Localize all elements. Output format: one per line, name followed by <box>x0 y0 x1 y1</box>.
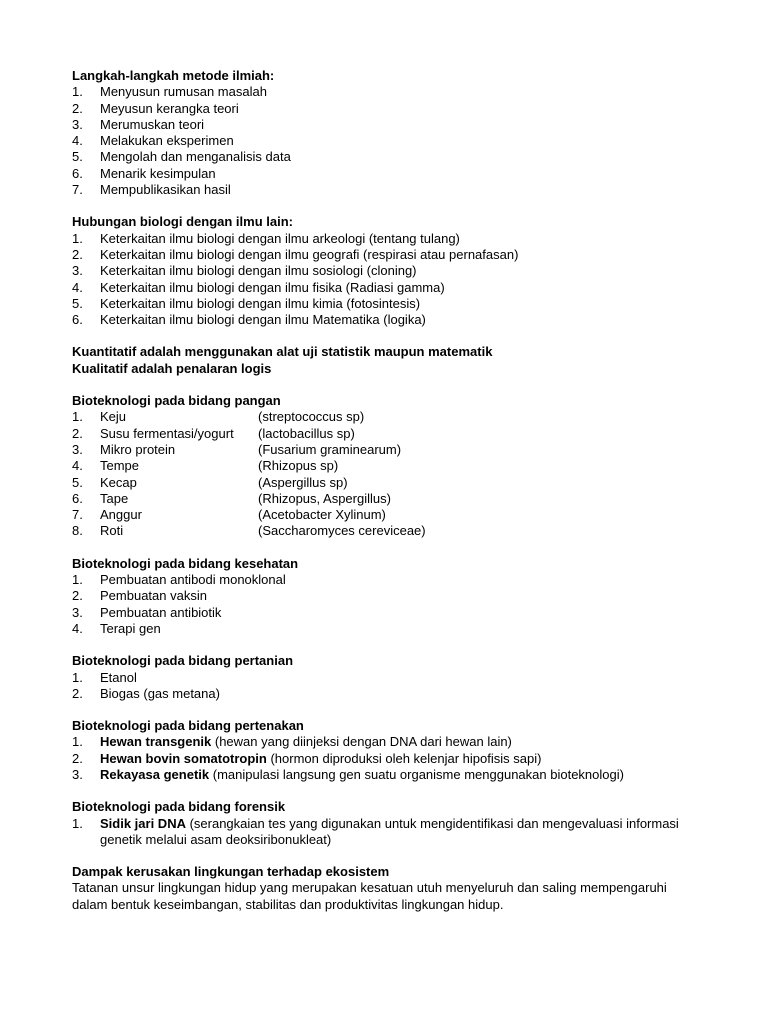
section-bioteknologi-pangan <box>72 393 692 540</box>
list-item-text: Biogas (gas metana) <box>100 685 220 701</box>
section-heading: Hubungan biologi dengan ilmu lain: <box>72 214 293 230</box>
list-item-text: Pembuatan antibiotik <box>100 604 222 620</box>
list-item-description: (manipulasi langsung gen suatu organisme menggunakan bioteknologi) <box>209 766 624 782</box>
food-name: Mikro protein <box>100 441 176 457</box>
definition-kualitatif: Kualitatif adalah penalaran logis <box>72 360 272 376</box>
list-item: 2. Susu fermentasi/yogurt (lactobacillus sp) <box>72 426 692 442</box>
list-item: 3. Rekayasa genetik (manipulasi langsung gen suatu organisme menggunakan bioteknologi) <box>72 766 624 782</box>
list-item-description: (hormon diproduksi oleh kelenjar hipofisis sapi) <box>266 750 542 766</box>
list-item-text: Merumuskan teori <box>100 116 205 132</box>
numbered-list <box>72 572 692 637</box>
list-item: 2. Meyusun kerangka teori <box>72 101 692 117</box>
numbered-list <box>72 734 692 783</box>
list-item-description: (serangkaian tes yang digunakan untuk mengidentifikasi dan mengevaluasi informasi genetik melalui asam deoksiribonukleat) <box>100 815 679 847</box>
definition-kuantitatif: Kuantitatif adalah menggunakan alat uji statistik maupun matematik <box>72 344 493 360</box>
numbered-list <box>72 670 692 703</box>
list-item: 5. Keterkaitan ilmu biologi dengan ilmu kimia (fotosintesis) <box>72 296 692 312</box>
numbered-list <box>72 816 692 849</box>
organism-name: (Aspergillus sp) <box>258 474 348 490</box>
list-item-text: Mempublikasikan hasil <box>100 182 231 198</box>
list-item: 4. Tempe (Rhizopus sp) <box>72 458 692 474</box>
list-item-text: Keterkaitan ilmu biologi dengan ilmu Matematika (logika) <box>100 312 426 328</box>
list-item-text: Pembuatan antibodi monoklonal <box>100 572 286 588</box>
list-item-text: Terapi gen <box>100 620 161 636</box>
section-bioteknologi-forensik <box>72 799 692 848</box>
section-heading: Bioteknologi pada bidang pangan <box>72 393 281 409</box>
list-item: 8. Roti (Saccharomyces cereviceae) <box>72 523 692 539</box>
food-name: Susu fermentasi/yogurt <box>100 425 234 441</box>
food-name: Roti <box>100 523 124 539</box>
section-heading: Langkah-langkah metode ilmiah: <box>72 68 275 83</box>
food-name: Keju <box>100 409 127 425</box>
list-item-term: Hewan transgenik <box>100 734 212 750</box>
list-item-text: Keterkaitan ilmu biologi dengan ilmu sosiologi (cloning) <box>100 263 417 279</box>
list-item-description: (hewan yang diinjeksi dengan DNA dari hewan lain) <box>211 734 512 750</box>
section-paragraph: Tatanan unsur lingkungan hidup yang merupakan kesatuan utuh menyeluruh dan saling mempengaruhi dalam bentuk keseimbangan, stabilitas dan produktivitas lingkungan hidup. <box>72 880 667 912</box>
list-item-term: Hewan bovin somatotropin <box>100 750 267 766</box>
list-item: 2. Pembuatan vaksin <box>72 588 692 604</box>
list-item: 4. Terapi gen <box>72 621 692 637</box>
list-item-text: Pembuatan vaksin <box>100 588 207 604</box>
list-item-text: Menarik kesimpulan <box>100 165 216 181</box>
organism-name: (streptococcus sp) <box>258 409 365 425</box>
list-item: 1. Menyusun rumusan masalah <box>72 84 692 100</box>
food-name: Anggur <box>100 507 142 523</box>
list-item: 1. Keju (streptococcus sp) <box>72 409 692 425</box>
document-content <box>72 68 692 929</box>
list-item: 2. Biogas (gas metana) <box>72 686 692 702</box>
food-name: Kecap <box>100 474 137 490</box>
section-kuantitatif-kualitatif <box>72 344 692 377</box>
section-bioteknologi-pertenakan <box>72 718 692 783</box>
list-item-term: Sidik jari DNA <box>100 815 186 831</box>
list-item: 2. Hewan bovin somatotropin (hormon diproduksi oleh kelenjar hipofisis sapi) <box>72 750 542 766</box>
section-heading: Bioteknologi pada bidang forensik <box>72 799 286 815</box>
list-item-text: Keterkaitan ilmu biologi dengan ilmu geografi (respirasi atau pernafasan) <box>100 246 519 262</box>
list-item: 6. Menarik kesimpulan <box>72 166 692 182</box>
list-item-text: Keterkaitan ilmu biologi dengan ilmu arkeologi (tentang tulang) <box>100 230 460 246</box>
list-item: 1. Sidik jari DNA (serangkaian tes yang digunakan untuk mengidentifikasi dan mengevaluasi informasi genetik melalui asam deoksiribonukleat) <box>72 815 679 847</box>
list-item-text: Mengolah dan menganalisis data <box>100 149 291 165</box>
list-item: 4. Keterkaitan ilmu biologi dengan ilmu fisika (Radiasi gamma) <box>72 280 692 296</box>
list-item-text: Menyusun rumusan masalah <box>100 84 267 100</box>
list-item: 1. Keterkaitan ilmu biologi dengan ilmu arkeologi (tentang tulang) <box>72 231 692 247</box>
food-name: Tempe <box>100 458 140 474</box>
list-item: 5. Kecap (Aspergillus sp) <box>72 475 692 491</box>
section-bioteknologi-pertanian <box>72 653 692 702</box>
organism-name: (Fusarium graminearum) <box>258 441 402 457</box>
section-heading: Bioteknologi pada bidang kesehatan <box>72 555 299 571</box>
list-item: 3. Pembuatan antibiotik <box>72 605 692 621</box>
list-item: 4. Melakukan eksperimen <box>72 133 692 149</box>
list-item: 5. Mengolah dan menganalisis data <box>72 149 692 165</box>
organism-name: (Rhizopus sp) <box>258 458 339 474</box>
food-name: Tape <box>100 490 129 506</box>
list-item-term: Rekayasa genetik <box>100 766 210 782</box>
organism-name: (Rhizopus, Aspergillus) <box>258 490 391 506</box>
list-item: 6. Keterkaitan ilmu biologi dengan ilmu Matematika (logika) <box>72 312 692 328</box>
list-item: 1. Hewan transgenik (hewan yang diinjeksi dengan DNA dari hewan lain) <box>72 734 512 750</box>
section-heading: Bioteknologi pada bidang pertenakan <box>72 718 304 734</box>
list-item: 3. Keterkaitan ilmu biologi dengan ilmu sosiologi (cloning) <box>72 263 692 279</box>
numbered-list <box>72 231 692 329</box>
list-item: 2. Keterkaitan ilmu biologi dengan ilmu geografi (respirasi atau pernafasan) <box>72 247 692 263</box>
list-item: 7. Anggur (Acetobacter Xylinum) <box>72 507 692 523</box>
list-item-text: Keterkaitan ilmu biologi dengan ilmu kimia (fotosintesis) <box>100 295 421 311</box>
list-item: 1. Etanol <box>72 670 692 686</box>
numbered-list <box>72 409 692 539</box>
section-metode-ilmiah <box>72 68 692 198</box>
organism-name: (Acetobacter Xylinum) <box>258 507 386 523</box>
list-item-text: Keterkaitan ilmu biologi dengan ilmu fisika (Radiasi gamma) <box>100 279 445 295</box>
list-item: 7. Mempublikasikan hasil <box>72 182 692 198</box>
list-item-text: Melakukan eksperimen <box>100 133 234 149</box>
list-item: 6. Tape (Rhizopus, Aspergillus) <box>72 491 692 507</box>
organism-name: (Saccharomyces cereviceae) <box>258 523 426 539</box>
numbered-list <box>72 84 692 198</box>
list-item: 3. Mikro protein (Fusarium graminearum) <box>72 442 692 458</box>
organism-name: (lactobacillus sp) <box>258 425 355 441</box>
section-hubungan-biologi <box>72 214 692 328</box>
list-item-text: Meyusun kerangka teori <box>100 100 239 116</box>
section-heading: Dampak kerusakan lingkungan terhadap ekosistem <box>72 864 390 880</box>
section-bioteknologi-kesehatan <box>72 556 692 637</box>
section-heading: Bioteknologi pada bidang pertanian <box>72 653 294 669</box>
list-item: 3. Merumuskan teori <box>72 117 692 133</box>
section-dampak-kerusakan <box>72 864 692 913</box>
list-item-text: Etanol <box>100 669 137 685</box>
list-item: 1. Pembuatan antibodi monoklonal <box>72 572 692 588</box>
